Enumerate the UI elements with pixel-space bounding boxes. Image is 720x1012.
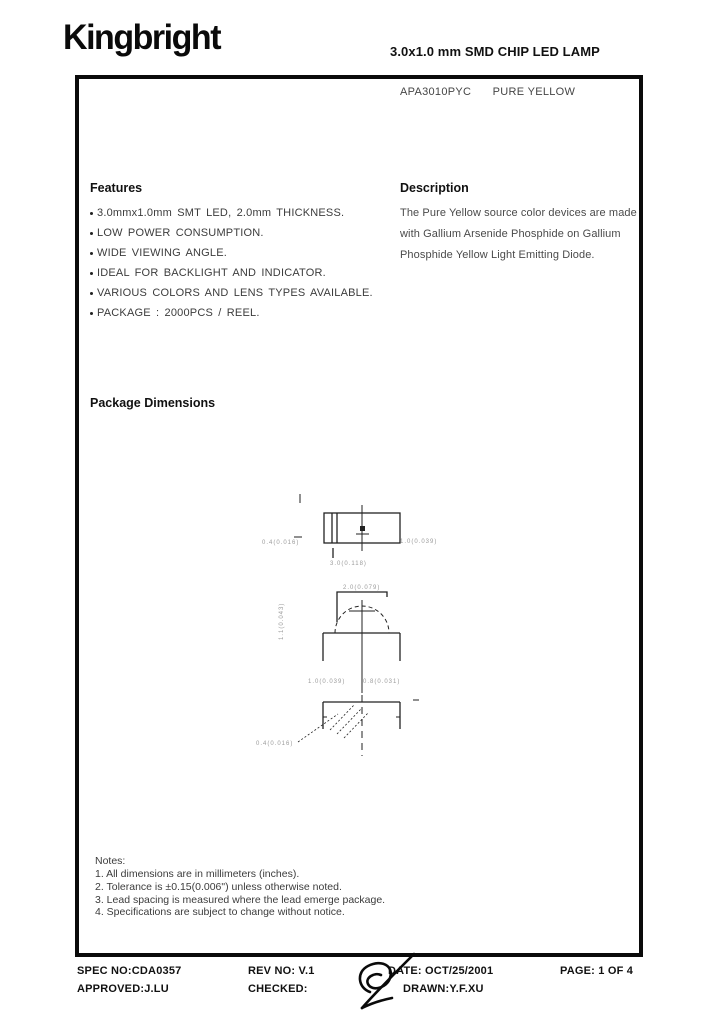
bottom-view [298,683,419,756]
dim-label-side-bottom-right: 0.8(0.031) [363,679,401,685]
description-line: The Pure Yellow source color devices are made [400,207,637,219]
rev-no: REV NO: V.1 [248,965,315,977]
feature-text: LOW POWER CONSUMPTION. [97,227,264,239]
dim-label-top-right: 1.0(0.039) [400,539,438,545]
notes-section [95,855,385,919]
feature-text: 3.0mmx1.0mm SMT LED, 2.0mm THICKNESS. [97,207,345,219]
page-number: PAGE: 1 OF 4 [560,965,634,977]
description-line: with Gallium Arsenide Phosphide on Gallium [400,228,621,240]
signature-scribble [348,948,428,1012]
top-view [294,494,400,558]
dim-label-top-width: 3.0(0.118) [330,561,367,567]
dim-label-side-height: 1.1(0.043) [279,602,285,640]
dim-label-side-bottom-left: 1.0(0.039) [308,679,346,685]
feature-item [90,283,390,303]
bullet-icon [90,272,93,275]
date: DATE: OCT/25/2001 [388,965,494,977]
part-number: APA3010PYC [400,86,472,98]
feature-text: WIDE VIEWING ANGLE. [97,247,228,259]
package-dimensions-drawing [250,480,470,780]
hatch-pattern [298,705,368,742]
checked-by: CHECKED: [248,983,308,995]
spec-no: SPEC NO:CDA0357 [77,965,182,977]
note-item: 3. Lead spacing is measured where the lead emerge package. [95,893,386,906]
features-section [90,181,390,323]
note-item: 1. All dimensions are in millimeters (inches). [95,868,300,880]
bullet-icon [90,312,93,315]
part-color: PURE YELLOW [492,86,576,98]
description-section [400,181,640,266]
bullet-icon [90,252,93,255]
description-line: Phosphide Yellow Light Emitting Diode. [400,249,595,261]
bullet-icon [90,232,93,235]
dim-label-bottom-left: 0.4(0.016) [256,741,294,747]
bullet-icon [90,292,93,295]
feature-item [90,203,390,223]
note-item: 4. Specifications are subject to change without notice. [95,906,345,919]
page-title: 3.0x1.0 mm SMD CHIP LED LAMP [390,44,600,59]
dim-label-lens-diameter: 2.0(0.079) [343,585,381,591]
dim-label-top-left: 0.4(0.016) [262,540,300,546]
feature-text: IDEAL FOR BACKLIGHT AND INDICATOR. [97,267,326,279]
package-dimensions-heading: Package Dimensions [90,396,216,410]
note-item: 2. Tolerance is ±0.15(0.006") unless otherwise noted. [95,880,342,893]
kingbright-logo: Kingbright [63,18,221,57]
feature-item [90,223,390,243]
part-line [400,86,593,98]
features-heading: Features [90,181,143,195]
bullet-icon [90,212,93,215]
drawn-by: DRAWN:Y.F.XU [403,983,484,995]
description-heading: Description [400,181,469,195]
side-view [323,592,400,693]
approved-by: APPROVED:J.LU [77,983,169,995]
notes-heading: Notes: [95,855,126,867]
feature-item [90,263,390,283]
feature-text: VARIOUS COLORS AND LENS TYPES AVAILABLE. [97,287,373,299]
feature-item [90,303,390,323]
feature-item [90,243,390,263]
feature-text: PACKAGE : 2000PCS / REEL. [97,307,260,319]
